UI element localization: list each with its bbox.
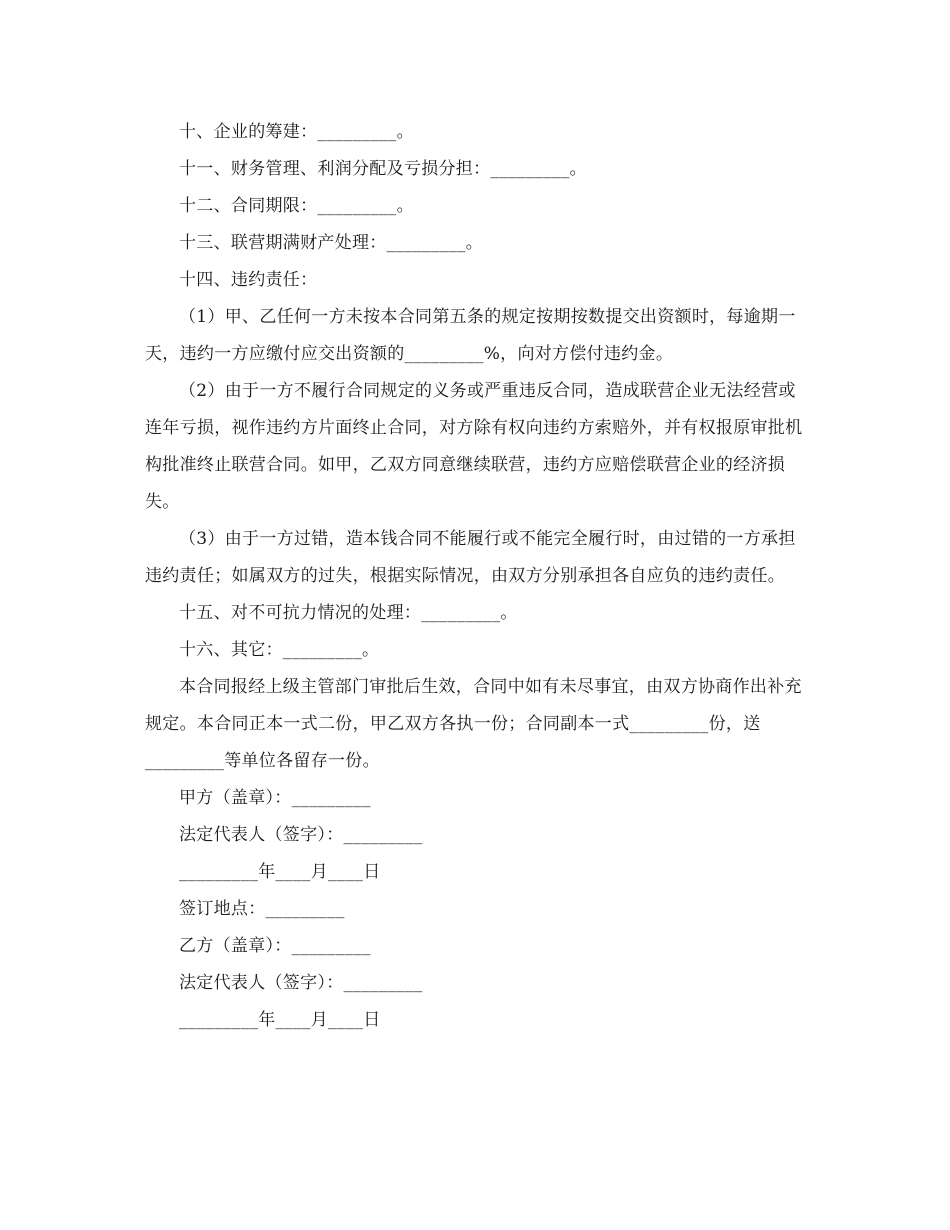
party-a-representative: 法定代表人（签字）：_________ [179, 825, 423, 845]
party-a-date: _________年____月____日 [179, 862, 381, 882]
closing-paragraph: 本合同报经上级主管部门审批后生效，合同中如有未尽事宜，由双方协商作出补充规定。本合同正本一式二份，甲乙双方各执一份；合同副本一式_________份，送_________等单位各留存一份。 [145, 677, 802, 771]
clause-16: 十六、其它：_________。 [179, 640, 380, 660]
clause-14-heading: 十四、违约责任： [179, 270, 318, 290]
clause-14-item-3: （3）由于一方过错，造本钱合同不能履行或不能完全履行时，由过错的一方承担违约责任；如属双方的过失，根据实际情况，由双方分别承担各自应负的违约责任。 [145, 529, 796, 586]
party-b-representative: 法定代表人（签字）：_________ [179, 973, 423, 993]
clause-12: 十二、合同期限：_________。 [179, 196, 414, 216]
clause-14-item-2: （2）由于一方不履行合同规定的义务或严重违反合同，造成联营企业无法经营或连年亏损，视作违约方片面终止合同，对方除有权向违约方索赔外，并有权报原审批机构批准终止联营合同。如甲，乙双方同意继续联营，违约方应赔偿联营企业的经济损失。 [145, 381, 803, 512]
party-b-seal: 乙方（盖章）：_________ [179, 936, 371, 956]
party-b-date: _________年____月____日 [179, 1010, 381, 1030]
clause-15: 十五、对不可抗力情况的处理：_________。 [179, 603, 518, 623]
clause-13: 十三、联营期满财产处理：_________。 [179, 233, 484, 253]
contract-body [145, 114, 805, 1039]
signing-place: 签订地点：_________ [179, 899, 345, 919]
clause-14-item-1: （1）甲、乙任何一方未按本合同第五条的规定按期按数提交出资额时，每逾期一天，违约一方应缴付应交出资额的_________%，向对方偿付违约金。 [145, 307, 796, 364]
clause-11: 十一、财务管理、利润分配及亏损分担：_________。 [179, 159, 587, 179]
party-a-seal: 甲方（盖章）：_________ [179, 788, 371, 808]
clause-10: 十、企业的筹建：_________。 [179, 122, 414, 142]
